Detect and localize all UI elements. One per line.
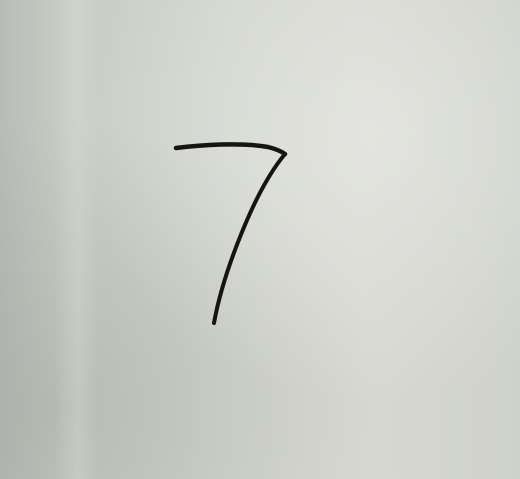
seven-top-stroke	[176, 144, 285, 154]
seven-stem-stroke	[214, 154, 285, 323]
